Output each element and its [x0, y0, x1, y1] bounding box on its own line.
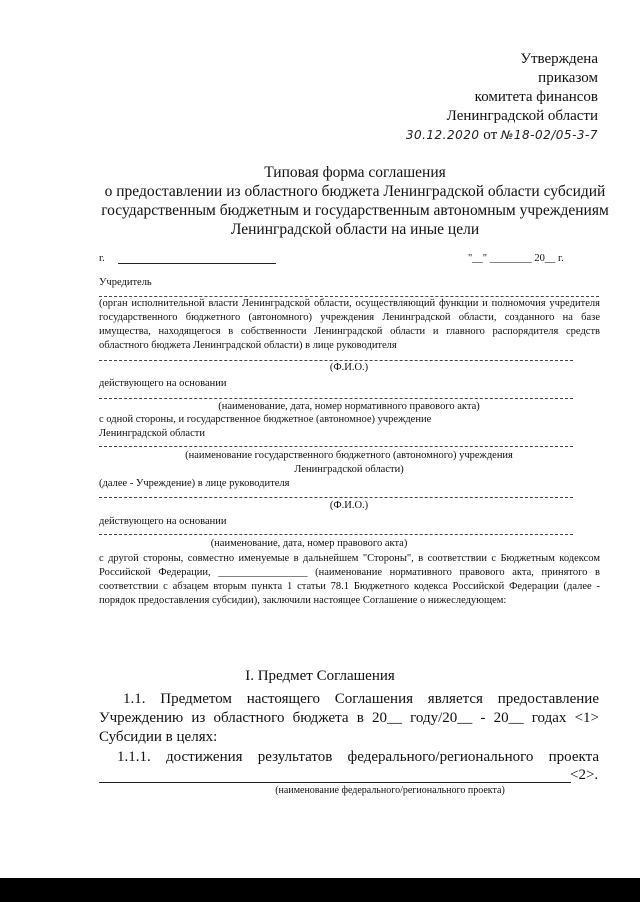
p111-word-1: 1.1.1.	[117, 749, 151, 765]
section-paragraph-1-1: 1.1. Предметом настоящего Соглашения является предоставление Учреждению из областного бюджета в 20__ году/20__ - 20__ годах <1> Субсидии в целях:	[99, 691, 599, 745]
title-line-2: о предоставлении из областного бюджета Ленинградской области субсидий	[104, 183, 606, 200]
institution-hereinafter: (далее - Учреждение) в лице руководителя	[99, 478, 290, 489]
institution-caption-2: Ленинградской области)	[294, 464, 404, 475]
section-paragraph-1-1-1	[99, 748, 599, 767]
founder-act-caption: (наименование, дата, номер нормативного правового акта)	[218, 401, 480, 412]
founder-acting-on: действующего на основании	[99, 378, 227, 389]
title-line-4: Ленинградской области на иные цели	[230, 221, 480, 238]
section-heading: I. Предмет Соглашения	[245, 668, 395, 684]
institution-name-line	[99, 446, 573, 447]
founder-label: Учредитель	[99, 277, 152, 288]
city-prefix: г.	[99, 253, 105, 264]
approval-line-4: Ленинградской области	[446, 108, 598, 124]
institution-fio-caption: (Ф.И.О.)	[329, 500, 369, 511]
title-line-1: Типовая форма соглашения	[264, 164, 446, 181]
approval-date-line	[406, 126, 598, 145]
project-caption: (наименование федерального/регионального проекта)	[275, 785, 505, 796]
p111-end: <2>.	[570, 767, 599, 783]
p111-word-3: результатов	[257, 749, 333, 765]
side-text-line-2: Ленинградской области	[99, 428, 205, 439]
title-line-3: государственным бюджетным и государственным автономным учреждениям	[101, 202, 609, 219]
founder-act-line	[99, 398, 573, 399]
institution-act-line	[99, 534, 573, 535]
date-field: "__" ________ 20__ г.	[468, 253, 564, 264]
scan-edge-bar	[0, 878, 640, 902]
project-name-line	[99, 782, 571, 783]
city-blank-line	[118, 263, 276, 264]
founder-description: (орган исполнительной власти Ленинградской области, осуществляющий функции и полномочия учредителя государственного бюджетного (автономного) учреждения Ленинградской области, созданного на базе имущества, находящегося в собственности Ленинградской области и главного распорядителя средств областного бюджета Ленинградской области) в лице руководителя	[99, 298, 600, 351]
approval-line-2: приказом	[538, 70, 598, 86]
p111-word-5: проекта	[548, 749, 599, 765]
document-title	[90, 163, 620, 239]
institution-act-caption: (наименование, дата, номер правового акта)	[210, 538, 408, 549]
side-text-line-1: с одной стороны, и государственное бюджетное (автономное) учреждение	[99, 414, 432, 425]
intro-paragraph: с другой стороны, совместно именуемые в дальнейшем "Стороны", в соответствии с Бюджетным кодексом Российской Федерации, _________________ (наименование нормативного правового акта, принятого в соответствии с абзацем вторым пункта 1 статьи 78.1 Бюджетного кодекса Российской Федерации (далее - порядок предоставления субсидии), заключили настоящее Соглашение о нижеследующем:	[99, 553, 600, 606]
handwritten-date: 30.12.2020	[405, 128, 480, 142]
p111-word-4: федерального/регионального	[347, 749, 534, 765]
approval-block	[406, 50, 598, 145]
approval-line-1: Утверждена	[520, 51, 598, 67]
founder-fio-caption: (Ф.И.О.)	[329, 362, 369, 373]
p111-word-2: достижения	[166, 749, 243, 765]
institution-caption-1: (наименование государственного бюджетного (автономного) учреждения	[185, 450, 513, 461]
from-word: от	[483, 127, 498, 143]
handwritten-number: №18-02/05-3-7	[500, 128, 598, 142]
approval-line-3: комитета финансов	[474, 89, 598, 105]
institution-acting-on: действующего на основании	[99, 516, 227, 527]
institution-fio-line	[99, 497, 573, 498]
